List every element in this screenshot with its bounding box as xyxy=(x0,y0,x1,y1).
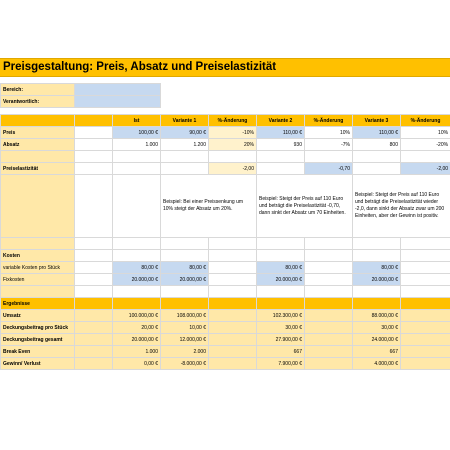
preis-row xyxy=(1,127,450,139)
elastizitaet-label: Preiselastizität xyxy=(1,163,75,175)
preis-label: Preis xyxy=(1,127,75,139)
verantwortlich-label: Verantwortlich: xyxy=(1,96,75,108)
result-value: -8.000,00 € xyxy=(161,358,209,370)
absatz-row xyxy=(1,139,450,151)
result-value: 667 xyxy=(353,346,401,358)
result-label: Umsatz xyxy=(1,310,75,322)
absatz-change-3: -20% xyxy=(401,139,450,151)
result-row xyxy=(1,334,450,346)
note-variante-3: Beispiel: Steigt der Preis auf 110 Euro und beträgt die Preiselastizität wieder -2,0, dann sinkt der Absatz zwar um 200 Einheiten, aber der Gewinn ist positiv. xyxy=(353,175,450,238)
bereich-input[interactable] xyxy=(75,84,161,96)
header-change-2: %-Änderung xyxy=(305,115,353,127)
absatz-v2: 930 xyxy=(257,139,305,151)
kosten-label: Kosten xyxy=(1,250,75,262)
header-ist: Ist xyxy=(113,115,161,127)
fixkosten-ist[interactable]: 20.000,00 € xyxy=(113,274,161,286)
variable-kosten-v2[interactable]: 80,00 € xyxy=(257,262,305,274)
elastizitaet-v2[interactable]: -0,70 xyxy=(305,163,353,175)
result-value: 30,00 € xyxy=(257,322,305,334)
header-variante-2: Variante 2 xyxy=(257,115,305,127)
result-value: 100.000,00 € xyxy=(113,310,161,322)
fixkosten-label: Fixkosten xyxy=(1,274,75,286)
result-value: 27.900,00 € xyxy=(257,334,305,346)
result-value: 108.000,00 € xyxy=(161,310,209,322)
preis-change-3: 10% xyxy=(401,127,450,139)
verantwortlich-input[interactable] xyxy=(75,96,161,108)
elastizitaet-v1: -2,00 xyxy=(209,163,257,175)
result-row xyxy=(1,358,450,370)
result-value: 10,00 € xyxy=(161,322,209,334)
note-variante-1: Beispiel: Bei einer Preissenkung um 10% steigt der Absatz um 20%. xyxy=(161,175,257,238)
absatz-v1: 1.200 xyxy=(161,139,209,151)
sheet-title: Preisgestaltung: Preis, Absatz und Preiselastizität xyxy=(0,58,450,77)
preis-change-2: 10% xyxy=(305,127,353,139)
result-value: 7.900,00 € xyxy=(257,358,305,370)
preis-v1[interactable]: 90,00 € xyxy=(161,127,209,139)
note-variante-2: Beispiel: Steigt der Preis auf 110 Euro und beträgt die Preiselastizität -0,70, dann sinkt der Absatz um 70 Einheiten. xyxy=(257,175,353,238)
fixkosten-row xyxy=(1,274,450,286)
result-value: 4.000,00 € xyxy=(353,358,401,370)
result-value: 667 xyxy=(257,346,305,358)
result-value: 30,00 € xyxy=(353,322,401,334)
preis-v3[interactable]: 110,00 € xyxy=(353,127,401,139)
variable-kosten-ist[interactable]: 80,00 € xyxy=(113,262,161,274)
result-value: 20,00 € xyxy=(113,322,161,334)
absatz-label: Absatz xyxy=(1,139,75,151)
fixkosten-v2[interactable]: 20.000,00 € xyxy=(257,274,305,286)
absatz-change-2: -7% xyxy=(305,139,353,151)
header-row xyxy=(1,115,450,127)
fixkosten-v3[interactable]: 20.000,00 € xyxy=(353,274,401,286)
result-value: 0,00 € xyxy=(113,358,161,370)
result-value: 102.300,00 € xyxy=(257,310,305,322)
header-change-3: %-Änderung xyxy=(401,115,450,127)
result-label: Break Even xyxy=(1,346,75,358)
price-table xyxy=(0,77,450,370)
absatz-v3: 800 xyxy=(353,139,401,151)
header-variante-3: Variante 3 xyxy=(353,115,401,127)
absatz-ist: 1.000 xyxy=(113,139,161,151)
result-row xyxy=(1,310,450,322)
result-label: Deckungsbeitrag gesamt xyxy=(1,334,75,346)
variable-kosten-row xyxy=(1,262,450,274)
result-value: 88.000,00 € xyxy=(353,310,401,322)
absatz-change-1: 20% xyxy=(209,139,257,151)
elastizitaet-v3[interactable]: -2,00 xyxy=(401,163,450,175)
fixkosten-v1[interactable]: 20.000,00 € xyxy=(161,274,209,286)
variable-kosten-v3[interactable]: 80,00 € xyxy=(353,262,401,274)
preis-change-1: -10% xyxy=(209,127,257,139)
result-row xyxy=(1,346,450,358)
result-value: 24.000,00 € xyxy=(353,334,401,346)
bereich-label: Bereich: xyxy=(1,84,75,96)
result-row xyxy=(1,322,450,334)
result-value: 1.000 xyxy=(113,346,161,358)
result-value: 12.000,00 € xyxy=(161,334,209,346)
header-change-1: %-Änderung xyxy=(209,115,257,127)
spreadsheet xyxy=(0,58,450,370)
result-label: Gewinn/ Verlust xyxy=(1,358,75,370)
ergebnisse-label: Ergebnisse xyxy=(1,298,75,310)
variable-kosten-label: variable Kosten pro Stück xyxy=(1,262,75,274)
result-label: Deckungsbeitrag pro Stück xyxy=(1,322,75,334)
preis-v2[interactable]: 110,00 € xyxy=(257,127,305,139)
elastizitaet-row xyxy=(1,163,450,175)
variable-kosten-v1[interactable]: 80,00 € xyxy=(161,262,209,274)
result-value: 20.000,00 € xyxy=(113,334,161,346)
header-variante-1: Variante 1 xyxy=(161,115,209,127)
result-value: 2.000 xyxy=(161,346,209,358)
preis-ist[interactable]: 100,00 € xyxy=(113,127,161,139)
